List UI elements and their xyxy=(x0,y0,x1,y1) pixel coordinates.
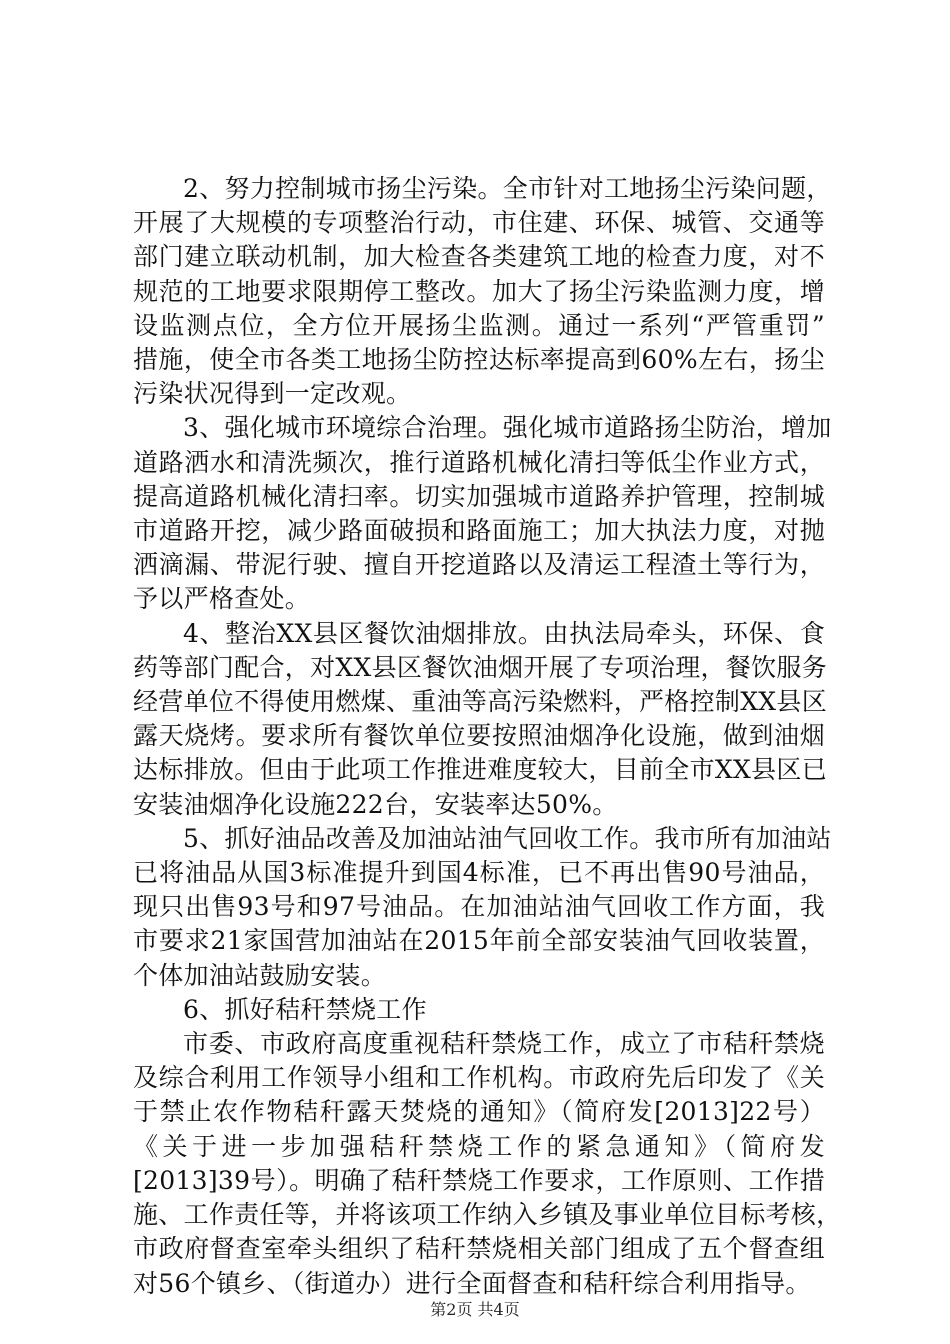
text-line: 于禁止农作物秸秆露天焚烧的通知》（简府发[2013]22号） xyxy=(133,1097,825,1127)
text-line: 设监测点位，全方位开展扬尘监测。通过一系列“严管重罚” xyxy=(133,310,825,340)
text-line: 市要求21家国营加油站在2015年前全部安装油气回收装置， xyxy=(133,926,825,956)
text-line: 已将油品从国3标准提升到国4标准，已不再出售90号油品， xyxy=(133,858,825,888)
paragraph-p4 xyxy=(133,617,825,822)
text-line: 经营单位不得使用燃煤、重油等高污染燃料，严格控制XX县区 xyxy=(133,687,827,717)
paragraph-p3 xyxy=(133,411,832,616)
page-footer: 第2页 共4页 xyxy=(430,1300,520,1319)
text-line: 洒滴漏、带泥行驶、擅自开挖道路以及清运工程渣土等行为， xyxy=(133,550,825,580)
text-line: 个体加油站鼓励安装。 xyxy=(133,960,387,990)
paragraph-p7 xyxy=(133,1027,842,1301)
text-line: 措施，使全市各类工地扬尘防控达标率提高到60%左右，扬尘 xyxy=(133,345,825,375)
text-line: 达标排放。但由于此项工作推进难度较大，目前全市XX县区已 xyxy=(133,755,827,785)
text-line: 市政府督查室牵头组织了秸秆禁烧相关部门组成了五个督查组 xyxy=(133,1234,825,1264)
text-line: 安装油烟净化设施222台，安装率达50%。 xyxy=(133,789,618,819)
text-line: [2013]39号）。明确了秸秆禁烧工作要求，工作原则、工作措 xyxy=(133,1165,825,1195)
text-line: 现只出售93号和97号油品。在加油站油气回收工作方面，我 xyxy=(133,892,825,922)
paragraph-p5 xyxy=(133,822,832,993)
text-line: 开展了大规模的专项整治行动，市住建、环保、城管、交通等 xyxy=(133,208,825,238)
document-body xyxy=(133,172,842,1301)
text-line: 及综合利用工作领导小组和工作机构。市政府先后印发了《关 xyxy=(133,1063,825,1093)
text-line: 提高道路机械化清扫率。切实加强城市道路养护管理，控制城 xyxy=(133,481,825,511)
text-line: 对56个镇乡、（街道办）进行全面督查和秸秆综合利用指导。 xyxy=(133,1268,811,1298)
text-line: 5、抓好油品改善及加油站油气回收工作。我市所有加油站 xyxy=(183,823,832,853)
text-line: 规范的工地要求限期停工整改。加大了扬尘污染监测力度，增 xyxy=(133,276,825,306)
text-line: 施、工作责任等，并将该项工作纳入乡镇及事业单位目标考核， xyxy=(133,1200,842,1230)
text-line: 《关于进一步加强秸秆禁烧工作的紧急通知》（简府发 xyxy=(133,1131,825,1161)
text-line: 3、强化城市环境综合治理。强化城市道路扬尘防治，增加 xyxy=(183,413,832,443)
text-line: 予以严格查处。 xyxy=(133,584,311,614)
text-line: 部门建立联动机制，加大检查各类建筑工地的检查力度，对不 xyxy=(133,242,825,272)
text-line: 露天烧烤。要求所有餐饮单位要按照油烟净化设施，做到油烟 xyxy=(133,721,825,751)
text-line: 2、努力控制城市扬尘污染。全市针对工地扬尘污染问题， xyxy=(183,174,832,203)
text-line: 市道路开挖，减少路面破损和路面施工；加大执法力度，对抛 xyxy=(133,516,825,546)
text-line: 污染状况得到一定改观。 xyxy=(133,379,412,409)
text-line: 药等部门配合，对XX县区餐饮油烟开展了专项治理，餐饮服务 xyxy=(133,652,827,682)
text-line: 6、抓好秸秆禁烧工作 xyxy=(183,994,427,1024)
text-line: 道路洒水和清洗频次，推行道路机械化清扫等低尘作业方式， xyxy=(133,447,825,477)
paragraph-p6 xyxy=(133,993,825,1027)
paragraph-p2 xyxy=(133,172,832,411)
text-line: 4、整治XX县区餐饮油烟排放。由执法局牵头，环保、食 xyxy=(183,618,825,648)
text-line: 市委、市政府高度重视秸秆禁烧工作，成立了市秸秆禁烧 xyxy=(183,1029,825,1059)
